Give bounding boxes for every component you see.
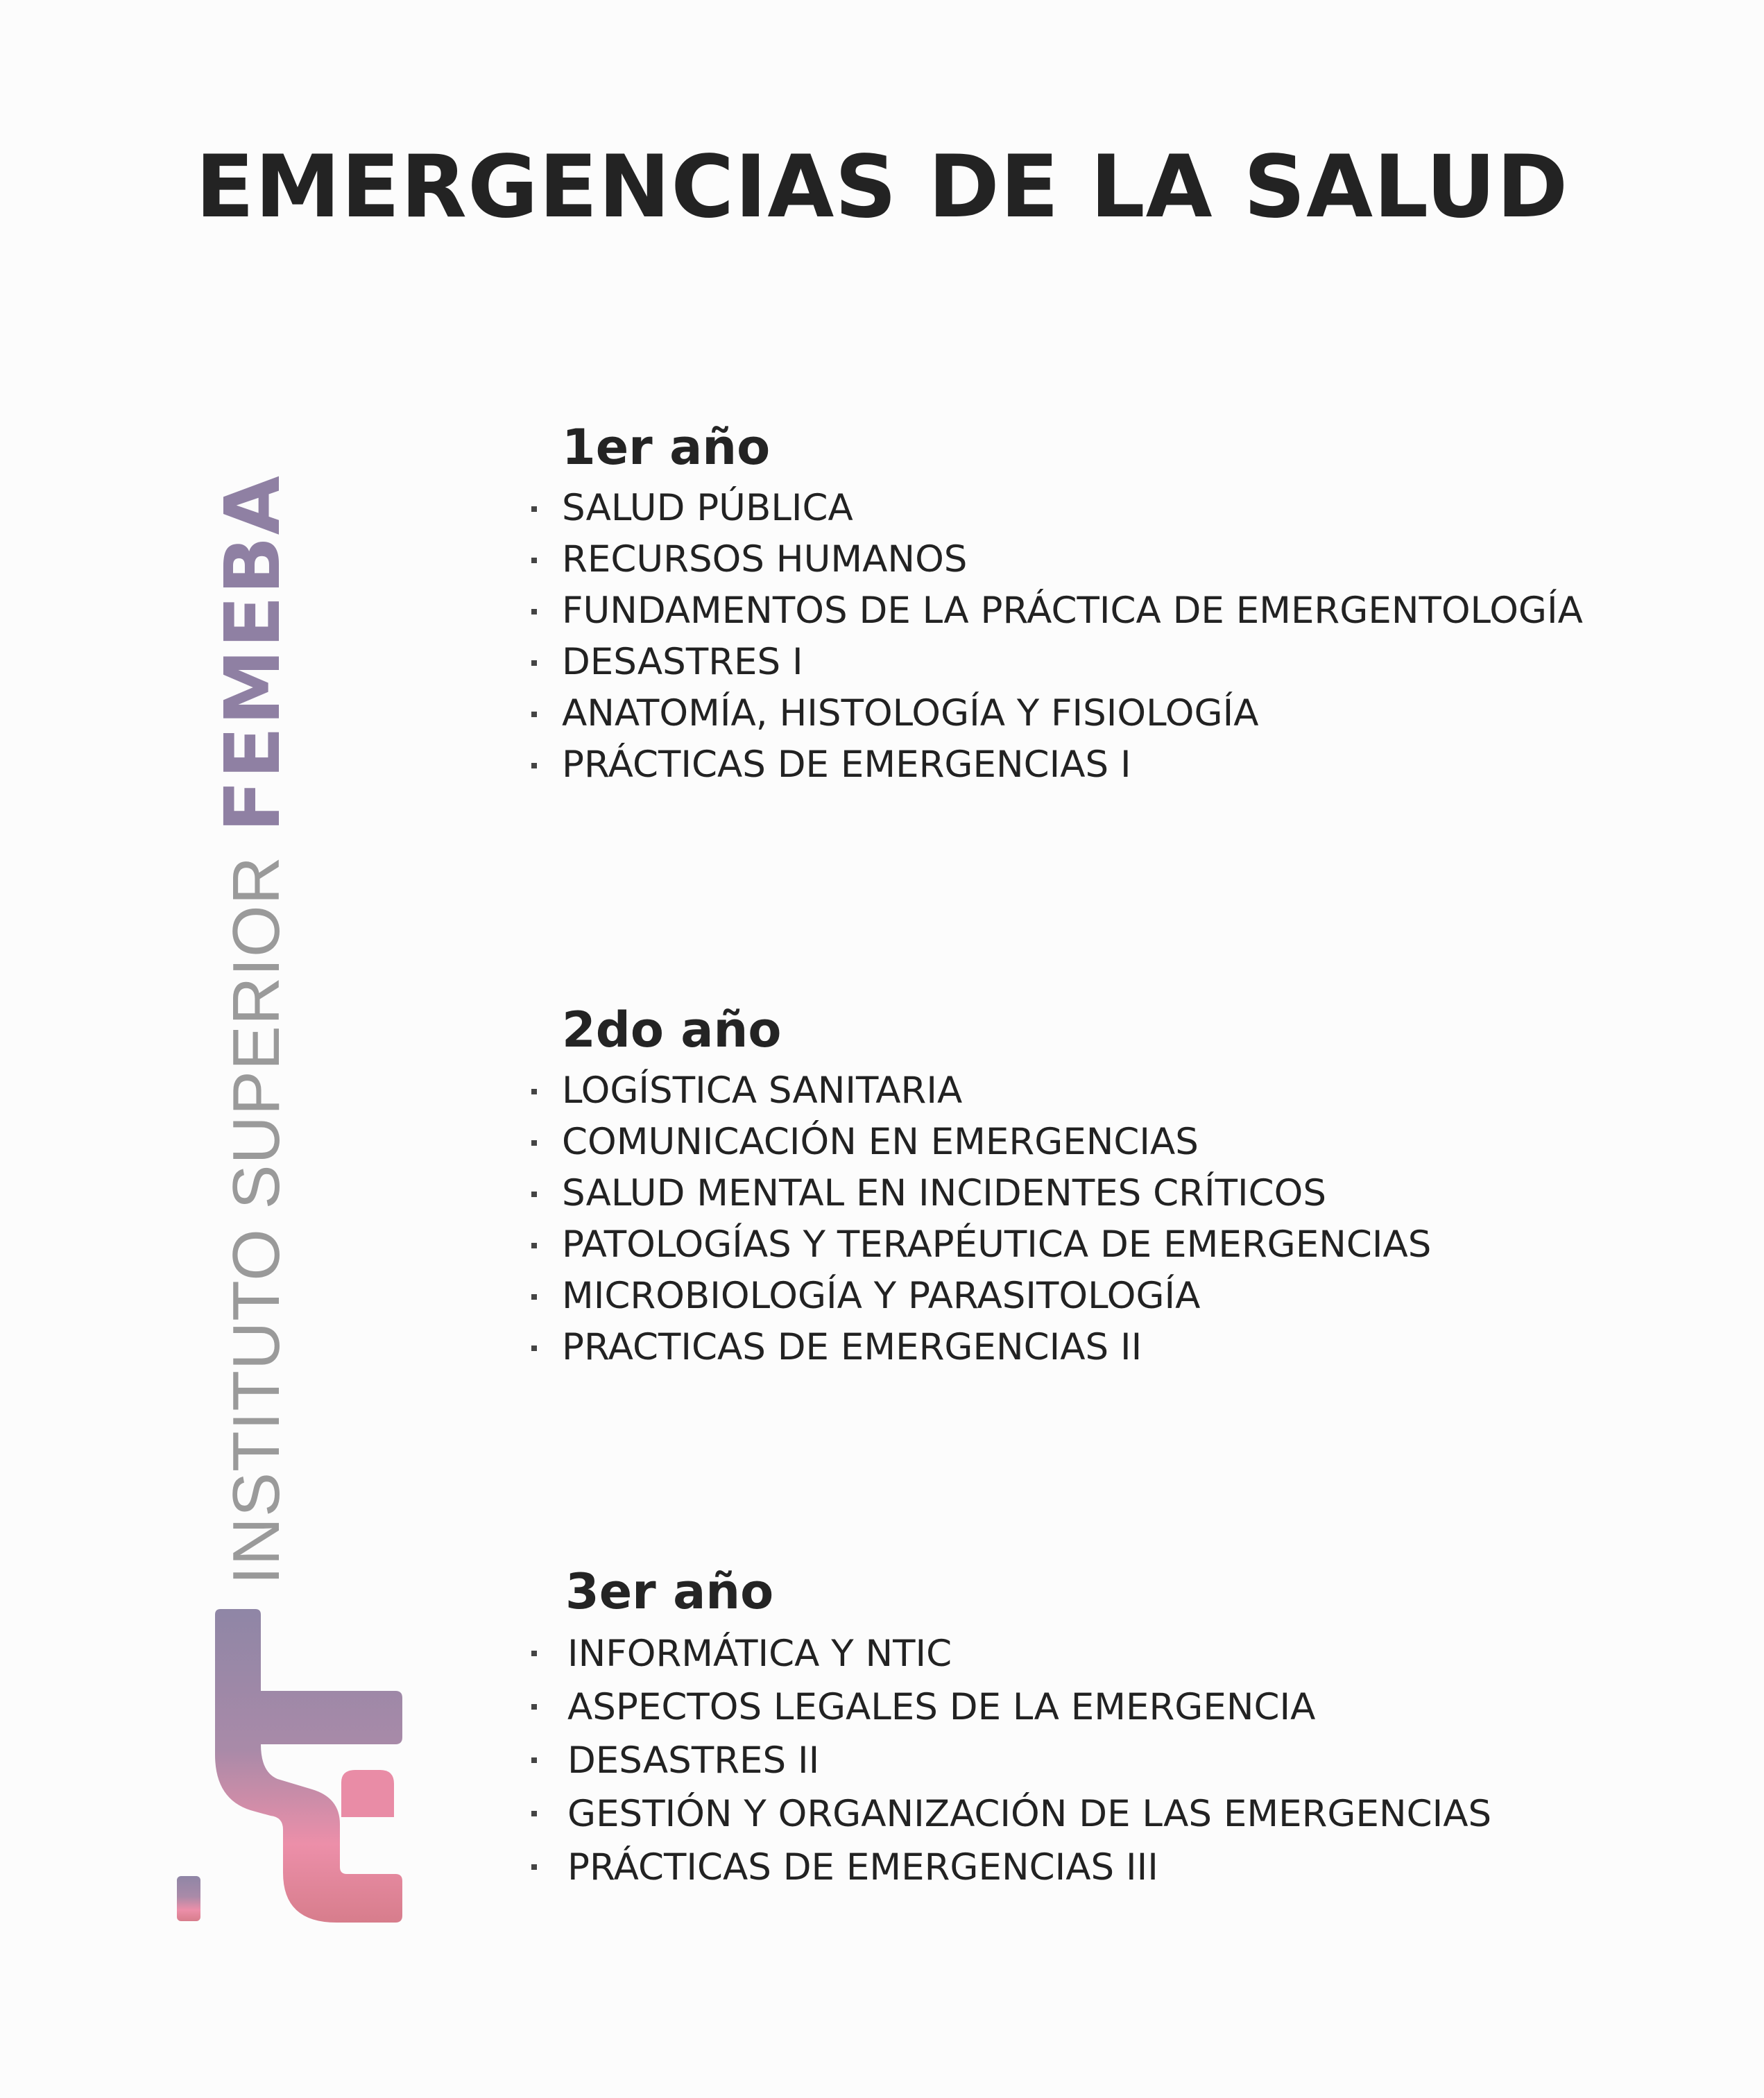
list-item: ANATOMÍA, HISTOLOGÍA Y FISIOLOGÍA [527,688,1583,739]
list-item: PRACTICAS DE EMERGENCIAS II [527,1322,1431,1373]
list-item: COMUNICACIÓN EN EMERGENCIAS [527,1117,1431,1168]
year-title: 2do año [562,1001,782,1058]
brand-name: INSTITUTO SUPERIOR [219,856,293,1585]
subject-list [527,483,1583,791]
list-item: DESASTRES II [527,1734,1491,1787]
year-section-3 [527,1560,1491,1894]
year-title: 3er año [565,1563,774,1620]
page-title: EMERGENCIAS DE LA SALUD [195,137,1569,237]
list-item: ASPECTOS LEGALES DE LA EMERGENCIA [527,1680,1491,1734]
list-item: SALUD MENTAL EN INCIDENTES CRÍTICOS [527,1168,1431,1219]
year-title: 1er año [562,419,771,476]
list-item: PATOLOGÍAS Y TERAPÉUTICA DE EMERGENCIAS [527,1219,1431,1271]
isf-logo-icon [173,1609,409,1928]
list-item: SALUD PÚBLICA [527,483,1583,534]
list-item: DESASTRES I [527,637,1583,688]
year-section-1 [527,416,1583,791]
subject-list [527,1065,1431,1373]
subject-list [527,1627,1491,1894]
list-item: GESTIÓN Y ORGANIZACIÓN DE LAS EMERGENCIAS [527,1787,1491,1841]
brand-vertical-text [208,474,297,1585]
brand-femeba: FEMEBA [208,474,297,833]
list-item: FUNDAMENTOS DE LA PRÁCTICA DE EMERGENTOLOGÍA [527,585,1583,637]
list-item: PRÁCTICAS DE EMERGENCIAS III [527,1841,1491,1894]
list-item: MICROBIOLOGÍA Y PARASITOLOGÍA [527,1271,1431,1322]
list-item: RECURSOS HUMANOS [527,534,1583,585]
list-item: LOGÍSTICA SANITARIA [527,1065,1431,1117]
year-section-2 [527,999,1431,1373]
list-item: PRÁCTICAS DE EMERGENCIAS I [527,739,1583,791]
list-item: INFORMÁTICA Y NTIC [527,1627,1491,1680]
